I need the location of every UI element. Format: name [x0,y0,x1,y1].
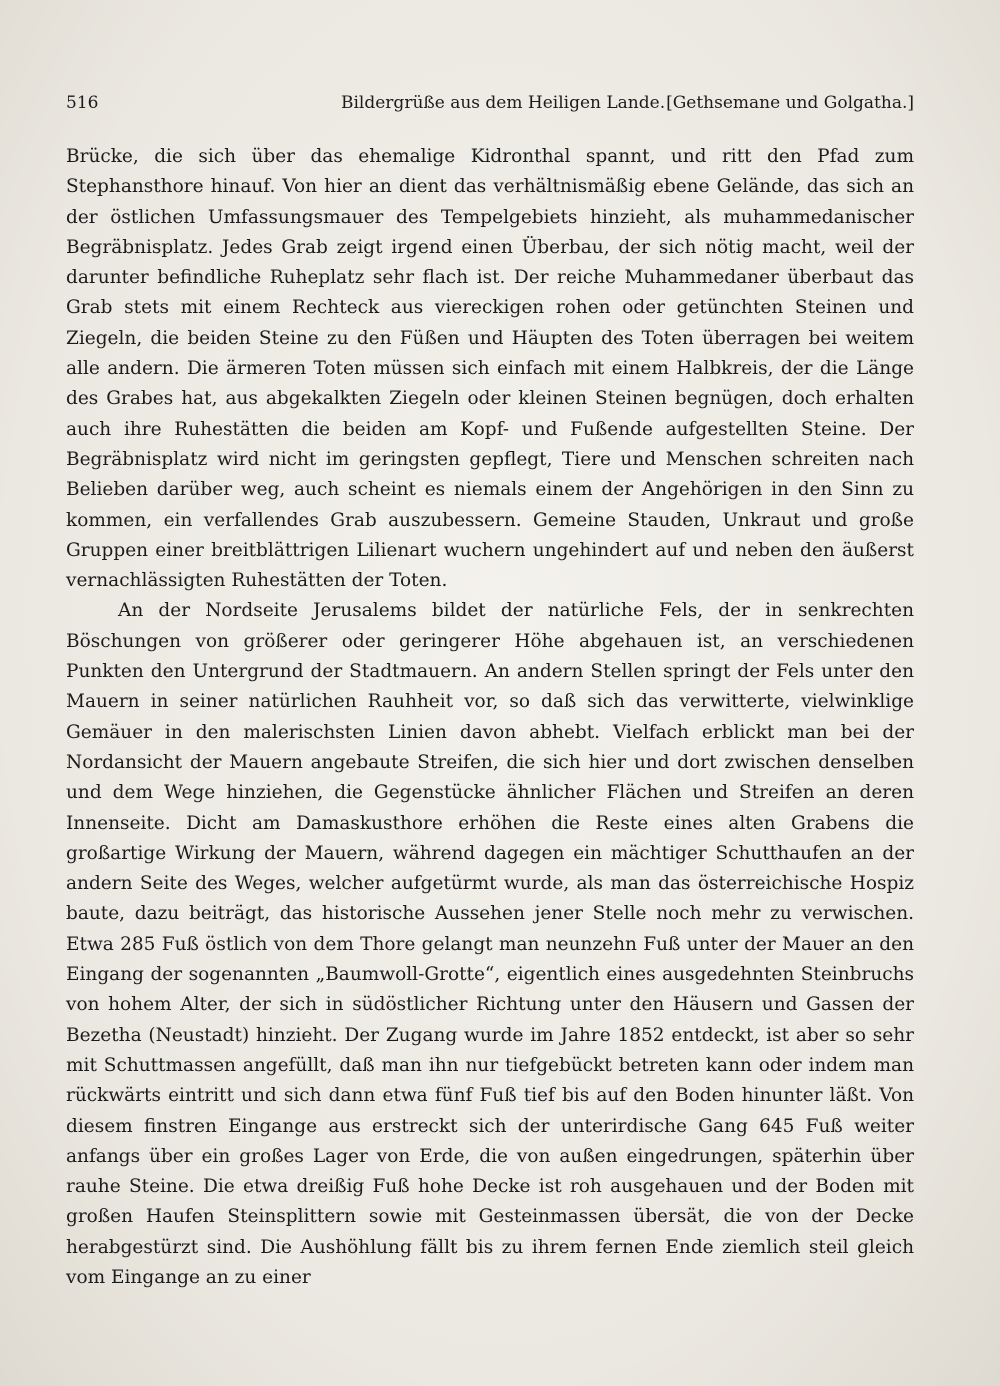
section-title: [Gethsemane und Golgatha.] [666,93,914,113]
page-number: 516 [66,93,99,113]
paragraph: Brücke, die sich über das ehemalige Kidronthal spannt, und ritt den Pfad zum Stephansthore hinauf. Von hier an dient das verhältnismäßig ebene Gelände, das sich an der östlichen Umfassungsmauer des Tempelgebiets hinzieht, als muhammedanischer Begräbnisplatz. Jedes Grab zeigt irgend einen Überbau, der sich nötig macht, weil der darunter befindliche Ruheplatz sehr flach ist. Der reiche Muhammedaner überbaut das Grab stets mit einem Rechteck aus viereckigen rohen oder getünchten Steinen und Ziegeln, die beiden Steine zu den Füßen und Häupten des Toten überragen bei weitem alle andern. Die ärmeren Toten müssen sich einfach mit einem Halbkreis, der die Länge des Grabes hat, aus abgekalkten Ziegeln oder kleinen Steinen begnügen, doch erhalten auch ihre Ruhestätten die beiden am Kopf- und Fußende aufgestellten Steine. Der Begräbnisplatz wird nicht im geringsten gepflegt, Tiere und Menschen schreiten nach Belieben darüber weg, auch scheint es niemals einem der Angehörigen in den Sinn zu kommen, ein verfallendes Grab auszubessern. Gemeine Stauden, Unkraut und große Gruppen einer breitblättrigen Lilienart wuchern ungehindert auf und neben den äußerst vernachlässigten Ruhestätten der Toten. [66,146,914,592]
paragraph: An der Nordseite Jerusalems bildet der natürliche Fels, der in senkrechten Böschungen von größerer oder geringerer Höhe abgehauen ist, an verschiedenen Punkten den Untergrund der Stadtmauern. An andern Stellen springt der Fels unter den Mauern in seiner natürlichen Rauhheit vor, so daß sich das verwitterte, vielwinklige Gemäuer in den malerischsten Linien davon abhebt. Vielfach erblickt man bei der Nordansicht der Mauern angebaute Streifen, die sich hier und dort zwischen denselben und dem Wege hinziehen, die Gegenstücke ähnlicher Flächen und Streifen an deren Innenseite. Dicht am Damaskusthore erhöhen die Reste eines alten Grabens die großartige Wirkung der Mauern, während dagegen ein mächtiger Schutthaufen an der andern Seite des Weges, welcher aufgetürmt wurde, als man das österreichische Hospiz baute, dazu beiträgt, das historische Aussehen jener Stelle noch mehr zu verwischen. Etwa 285 Fuß östlich von dem Thore gelangt man neunzehn Fuß unter der Mauer an den Eingang der sogenannten „Baumwoll-Grotte“, eigentlich eines ausgedehnten Steinbruchs von hohem Alter, der sich in südöstlicher Richtung unter den Häusern und Gassen der Bezetha (Neustadt) hinzieht. Der Zugang wurde im Jahre 1852 entdeckt, ist aber so sehr mit Schuttmassen angefüllt, daß man ihn nur tiefgebückt betreten kann oder indem man rückwärts eintritt und sich dann etwa fünf Fuß tief bis auf den Boden hinunter läßt. Von diesem finstren Eingange aus erstreckt sich der unterirdische Gang 645 Fuß weiter anfangs über ein großes Lager von Erde, die von außen eingedrungen, späterhin über rauhe Steine. Die etwa dreißig Fuß hohe Decke ist roh ausgehauen und der Boden mit großen Haufen Steinsplittern sowie mit Gesteinmassen übersät, die von der Decke herabgestürzt sind. Die Aushöhlung fällt bis zu ihrem fernen Ende ziemlich steil gleich vom Eingange an zu einer [66,600,914,1288]
running-title: Bildergrüße aus dem Heiligen Lande. [341,93,666,113]
body-text [66,142,914,1293]
page-header [66,88,914,118]
